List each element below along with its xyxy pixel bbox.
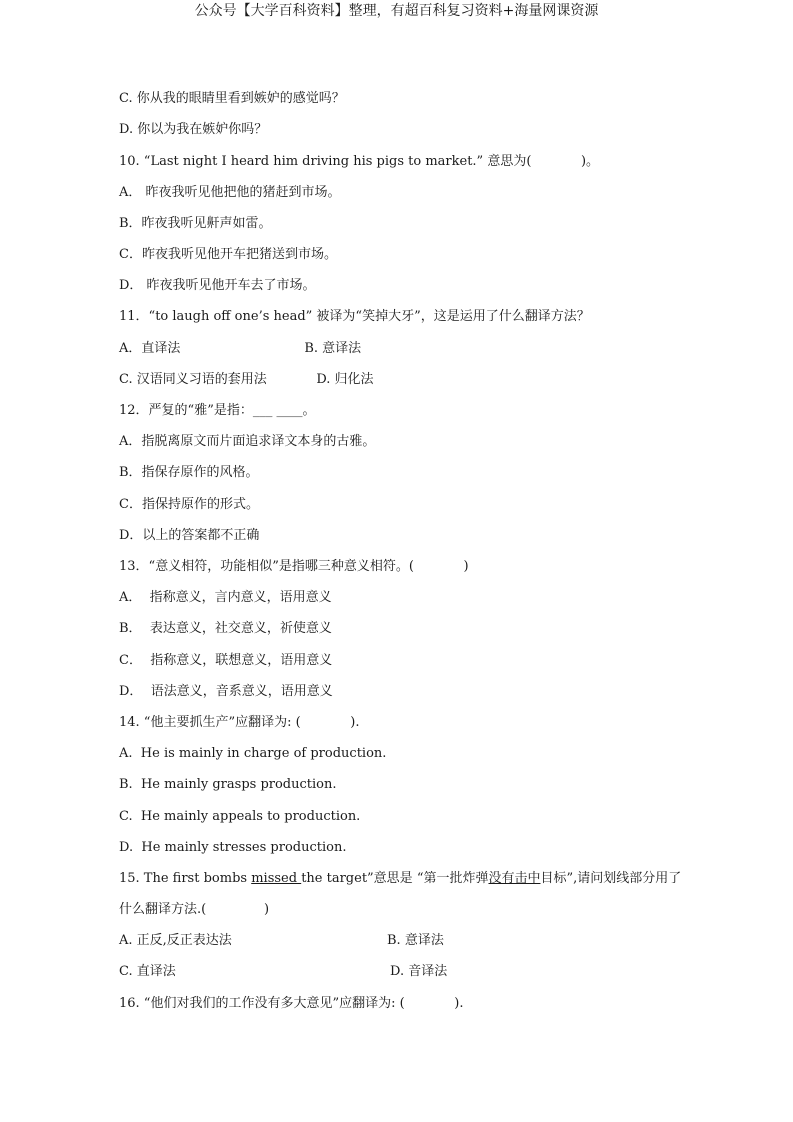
option-line: A．直译法 B. 意译法 [119,341,362,356]
option-line: C．指保持原作的形式。 [119,497,259,512]
q15-option-c: C. 直译法 [119,964,176,979]
question-line: 14. “他主要抓生产”应翻译为: ( ). [119,715,360,730]
option-line: D． 语法意义，音系意义，语用意义 [119,684,333,699]
option-line: A．指脱离原文而片面追求译文本身的古雅。 [119,434,376,449]
option-line: A． 昨夜我听见他把他的猪赶到市场。 [119,185,341,200]
q15-underline-chinese: 没有击中 [488,871,541,886]
question-line: 11．“to laugh off one’s head” 被译为“笑掉大牙”，这是运用了什么翻译方法？ [119,309,590,324]
option-line: C．昨夜我听见他开车把猪送到市场。 [119,247,337,262]
q15-option-d: D. 音译法 [390,964,448,979]
option-line: B. He mainly grasps production. [119,777,337,792]
option-line: B．昨夜我听见鼾声如雷。 [119,216,272,231]
q15-text: 15. The first bombs [119,871,252,886]
question-line: 10. “Last night I heard him driving his pigs to market.” 意思为( )。 [119,154,600,169]
option-line: C. 你从我的眼睛里看到嫉妒的感觉吗？ [119,91,345,106]
q15-option-a: A. 正反,反正表达法 [119,933,232,948]
option-line: D． 昨夜我听见他开车去了市场。 [119,278,316,293]
question-15-line [119,869,681,889]
page-header: 公众号【大学百科资料】整理，有超百科复习资料+海量网课资源 [194,3,599,19]
question-16-line: 16. “他们对我们的工作没有多大意见”应翻译为: ( ). [119,996,464,1011]
question-line: 13．“意义相符，功能相似”是指哪三种意义相符。( ) [119,559,469,574]
option-line: C. He mainly appeals to production. [119,809,361,824]
option-line: D. 你以为我在嫉妒你吗？ [119,122,268,137]
option-line: C． 指称意义，联想意义，语用意义 [119,653,333,668]
option-line: D. He mainly stresses production. [119,840,347,855]
q15-underline-missed: missed [251,871,302,886]
q15-text: the target”意思是 “第一批炸弹 [301,871,489,886]
q15-option-b: B. 意译法 [387,933,444,948]
option-line: A． 指称意义，言内意义，语用意义 [119,590,332,605]
q15-text: 目标”,请问划线部分用了 [540,871,682,886]
option-line: B．指保存原作的风格。 [119,465,259,480]
question-15-continuation: 什么翻译方法.( ) [119,902,270,917]
option-line: A. He is mainly in charge of production. [119,746,387,761]
question-line: 12．严复的“雅”是指：___ ____。 [119,403,316,418]
option-line: D．以上的答案都不正确 [119,528,260,543]
option-line: B． 表达意义，社交意义，祈使意义 [119,621,332,636]
option-line: C. 汉语同义习语的套用法 D. 归化法 [119,372,374,387]
